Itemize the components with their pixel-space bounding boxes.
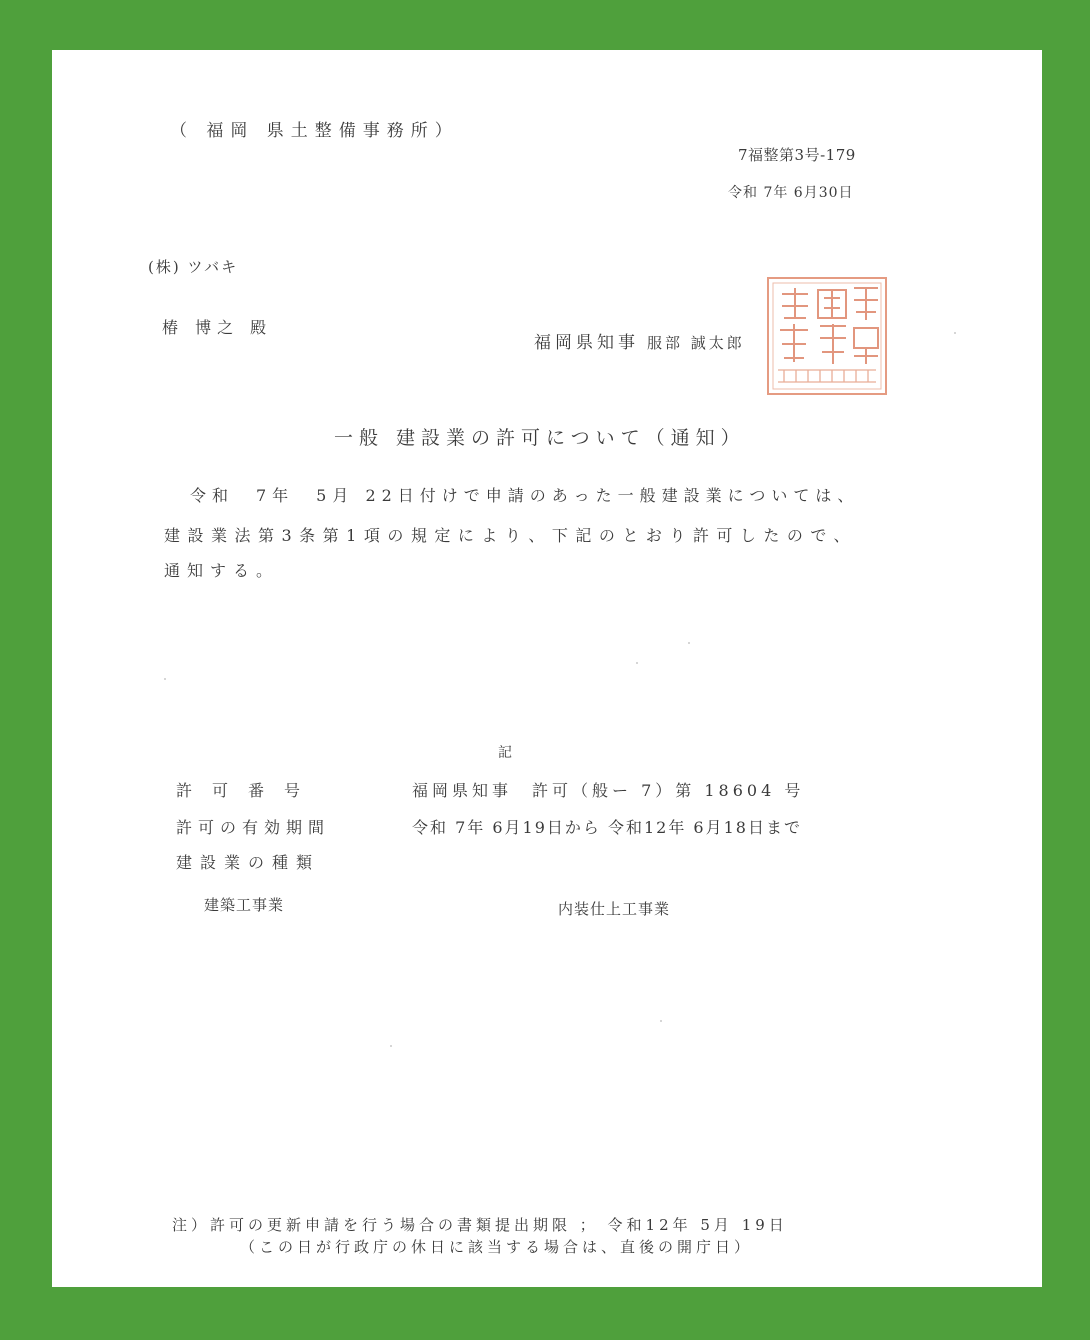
body-line-2: 建設業法第3条第1項の規定により、下記のとおり許可したので、 (164, 526, 858, 545)
document-page (52, 50, 1042, 1287)
business-types-label: 建設業の種類 (176, 853, 321, 872)
issue-date: 令和 7年 6月30日 (728, 185, 854, 201)
body-line-1: 令和 7年 5月 22日付けで申請のあった一般建設業については、 (190, 486, 860, 505)
issuing-office: （ 福岡 県土整備事務所） (170, 121, 459, 141)
sender-name: 服部 誠太郎 (647, 334, 745, 352)
validity-period-value: 令和 7年 6月19日から 令和12年 6月18日まで (412, 818, 802, 837)
business-type-item: 内装仕上工事業 (558, 900, 671, 918)
official-seal-stamp (762, 274, 892, 400)
document-title: 一般 建設業の許可について（通知） (334, 427, 746, 449)
renewal-deadline-subnote: （この日が行政庁の休日に該当する場合は、直後の開庁日） (240, 1238, 754, 1256)
recipient-company: (株) ツバキ (148, 258, 239, 276)
scan-speck (954, 332, 956, 334)
document-number: 7福整第3号-179 (738, 146, 856, 164)
sender-block (534, 328, 745, 353)
permit-number-label: 許可番号 (176, 781, 321, 800)
scan-speck (164, 678, 166, 680)
scan-speck (660, 1020, 662, 1022)
permit-number-value: 福岡県知事 許可（般ー 7）第 18604 号 (412, 781, 805, 800)
recipient-name: 椿 博之 殿 (162, 318, 273, 337)
business-type-item: 建築工事業 (204, 896, 285, 914)
validity-period-label: 許可の有効期間 (176, 818, 331, 837)
scan-speck (390, 1045, 392, 1047)
scan-speck (688, 642, 690, 644)
record-heading: 記 (498, 745, 512, 761)
renewal-deadline-note: 注）許可の更新申請を行う場合の書類提出期限 ； 令和12年 5月 19日 (172, 1216, 788, 1234)
sender-title: 福岡県知事 (534, 333, 639, 353)
body-line-3: 通知する。 (164, 561, 280, 580)
scan-speck (636, 662, 638, 664)
seal-label: 福岡県知事印 (824, 398, 830, 399)
